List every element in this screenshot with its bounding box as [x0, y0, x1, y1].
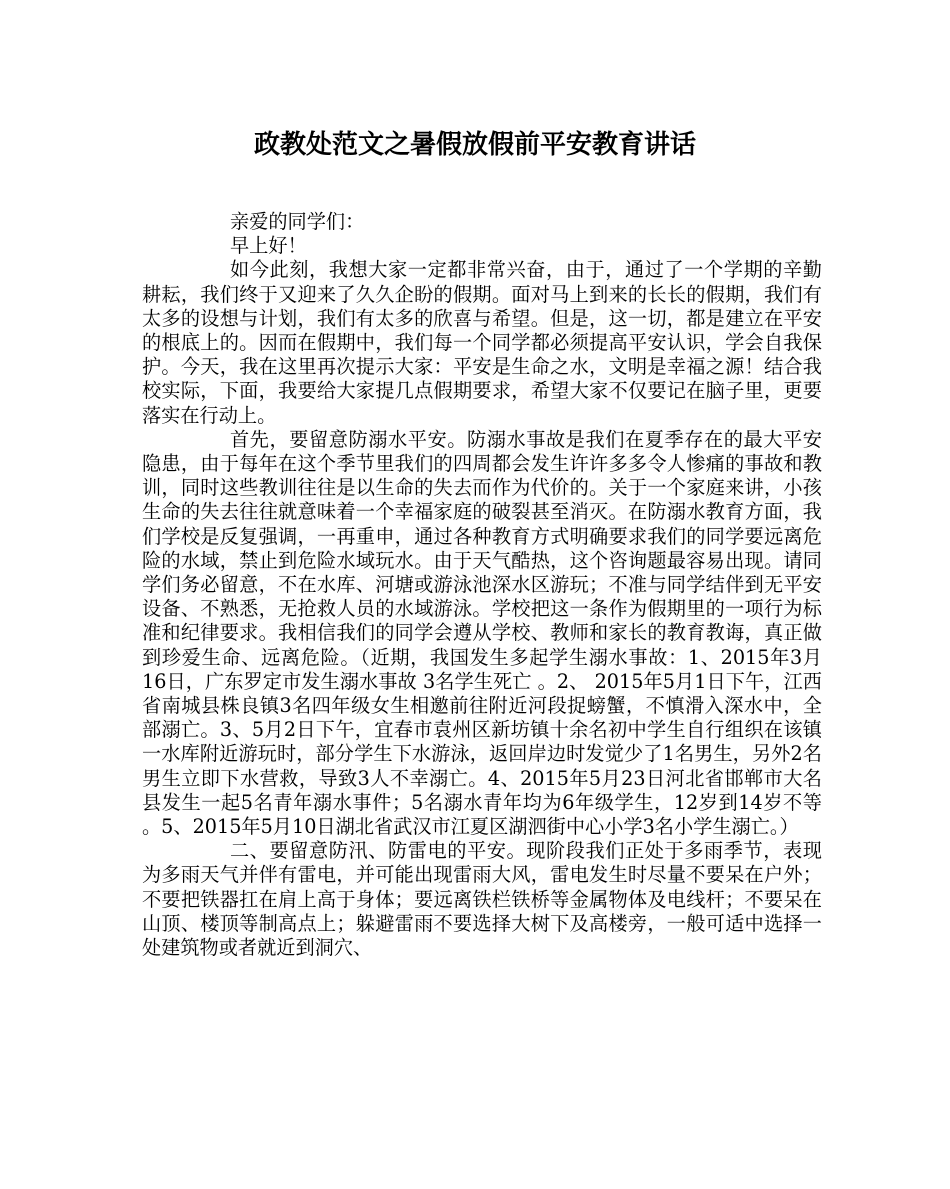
- intro-paragraph: 如今此刻，我想大家一定都非常兴奋，由于，通过了一个学期的辛勤耕耘，我们终于又迎来了久久企盼的假期。面对马上到来的长长的假期，我们有太多的设想与计划，我们有太多的欣喜与希望。但是，这一切，都是建立在平安的根底上的。因而在假期中，我们每一个同学都必须提高平安认识，学会自我保护。今天，我在这里再次提示大家：平安是生命之水，文明是幸福之源！结合我校实际，下面，我要给大家提几点假期要求，希望大家不仅要记在脑子里，更要落实在行动上。: [142, 258, 822, 427]
- greeting: 早上好！: [230, 234, 307, 258]
- drowning-safety-paragraph: 首先，要留意防溺水平安。防溺水事故是我们在夏季存在的最大平安隐患，由于每年在这个季节里我们的四周都会发生许许多多令人惨痛的事故和教训，同时这些教训往往是以生命的失去而作为代价的。关于一个家庭来讲，小孩生命的失去往往就意味着一个幸福家庭的破裂甚至消灭。在防溺水教育方面，我们学校是反复强调，一再重申，通过各种教育方式明确要求我们的同学要远离危险的水域，禁止到危险水域玩水。由于天气酷热，这个咨询题最容易出现。请同学们务必留意，不在水库、河塘或游泳池深水区游玩；不准与同学结伴到无平安设备、不熟悉，无抢救人员的水域游泳。学校把这一条作为假期里的一项行为标准和纪律要求。我相信我们的同学会遵从学校、教师和家长的教育教诲，真正做到珍爱生命、远离危险。（近期，我国发生多起学生溺水事故：1、2015年3月16日，广东罗定市发生溺水事故 3名学生死亡 。2、 2015年5月1日下午，江西省南城县株良镇3名四年级女生相邀前往附近河段捉螃蟹，不慎滑入深水中，全部溺亡。3、5月2日下午，宜春市袁州区新坊镇十余名初中学生自行组织在该镇一水库附近游玩时，部分学生下水游泳，返回岸边时发觉少了1名男生，另外2名男生立即下水营救，导致3人不幸溺亡。4、2015年5月23日河北省邯郸市大名县发生一起5名青年溺水事件；5名溺水青年均为6年级学生，12岁到14岁不等 。5、2015年5月10日湖北省武汉市江夏区湖泗街中心小学3名小学生溺亡。）: [142, 427, 822, 839]
- document-body: [142, 210, 822, 960]
- flood-lightning-safety-paragraph: 二、要留意防汛、防雷电的平安。现阶段我们正处于多雨季节，表现为多雨天气并伴有雷电，并可能出现雷雨大风，雷电发生时尽量不要呆在户外；不要把铁器扛在肩上高于身体；要远离铁栏铁桥等金属物体及电线杆；不要呆在山顶、楼顶等制高点上；躲避雷雨不要选择大树下及高楼旁，一般可适中选择一处建筑物或者就近到洞穴、: [142, 839, 822, 960]
- salutation: 亲爱的同学们：: [230, 210, 365, 233]
- document-title: 政教处范文之暑假放假前平安教育讲话: [253, 130, 696, 160]
